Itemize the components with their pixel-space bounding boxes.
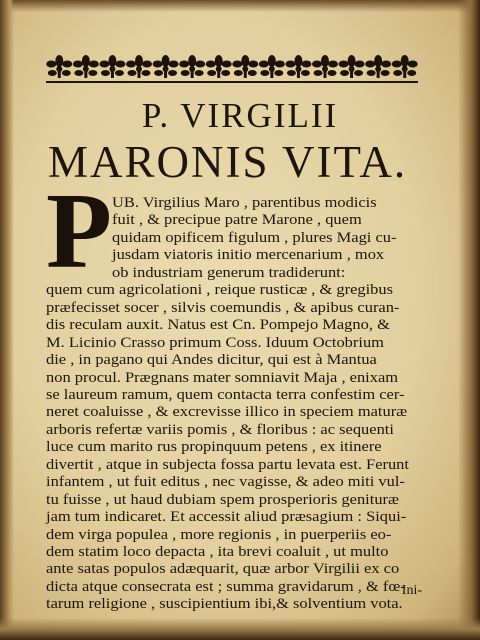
fleuron-icon <box>259 55 285 78</box>
text-line: jam tum indicaret. Et accessit aliud præsagium : Siqui- <box>46 509 407 526</box>
fleuron-icon <box>99 55 125 78</box>
text-line: jusdam viatoris initio mercenarium , mox <box>112 247 385 264</box>
fleuron-icon <box>392 55 418 78</box>
text-line: præfecisset socer , silvis coemundis , & apibus curan- <box>46 299 400 316</box>
fleuron-icon <box>179 55 205 78</box>
text-line: die , in pagano qui Andes dicitur, qui est à Mantua <box>46 352 377 369</box>
text-line: tu fuisse , ut haud dubiam spem prosperioris genituræ <box>46 491 399 508</box>
text-line: ob industriam generum tradiderunt: <box>112 264 346 281</box>
fleuron-icon <box>126 55 152 78</box>
fleuron-icon <box>232 55 258 78</box>
text-line: dis reculam auxit. Natus est Cn. Pompejo Magno, & <box>46 317 390 334</box>
text-line: dem statim loco depacta , ita brevi coaluit , ut multo <box>46 544 389 560</box>
fleuron-icon <box>206 55 232 78</box>
page-bottom-edge <box>0 618 480 640</box>
catchword: Ini- <box>401 583 422 598</box>
text-line: divertit , atque in subjecta fossa partu levata est. Ferunt <box>46 456 409 473</box>
drop-cap-letter: P <box>46 172 112 291</box>
fleuron-icon <box>312 55 338 78</box>
text-line: quem cum agricolationi , reique rusticæ , & gregibus <box>46 282 394 299</box>
text-line: non procul. Prægnans mater somniavit Maja , enixam <box>46 369 399 386</box>
text-line: se laureum ramum, quem contacta terra confestim cer- <box>46 386 405 403</box>
heading-title: MARONIS VITA. <box>48 137 408 187</box>
text-line: arboris refertæ variis pomis , & floribus : ac sequenti <box>46 421 394 438</box>
text-line: fuit , & precipue patre Marone , quem <box>112 212 362 229</box>
text-line: quidam opificem figulum , plures Magi cu- <box>112 229 397 246</box>
text-line: dicta atque consecrata est ; summa gravidarum , & fœ- <box>46 578 406 595</box>
fleuron-icon <box>153 55 179 78</box>
text-line: UB. Virgilius Maro , parentibus modicis <box>112 195 377 211</box>
text-line: neret coaluisse , & excrevisse illico in speciem maturæ <box>46 404 408 421</box>
heading-author: P. VIRGILII <box>141 96 339 135</box>
text-line: M. Licinio Crasso primum Coss. Iduum Octobrium <box>46 334 384 351</box>
text-line: luce cum marito rus propinquum petens , ex itinere <box>46 439 382 456</box>
fleuron-icon <box>339 55 365 78</box>
fleuron-icon <box>46 55 72 78</box>
text-line: infantem , ut fuit editus , nec vagisse, & adeo miti vul- <box>46 474 405 491</box>
text-line: dem virga populea , more regionis , in puerperiis eo- <box>46 526 392 543</box>
fleuron-icon <box>365 55 391 78</box>
page-top-edge <box>0 0 480 12</box>
fleuron-icon <box>73 55 99 78</box>
text-line: ante satas populos adæquarit, quæ arbor Virgilii ex co <box>46 561 400 578</box>
floral-ornament-icon <box>46 50 418 84</box>
text-line: tarum religione , suscipientium ibi,& solventium vota. <box>46 596 403 613</box>
fleuron-icon <box>285 55 311 78</box>
